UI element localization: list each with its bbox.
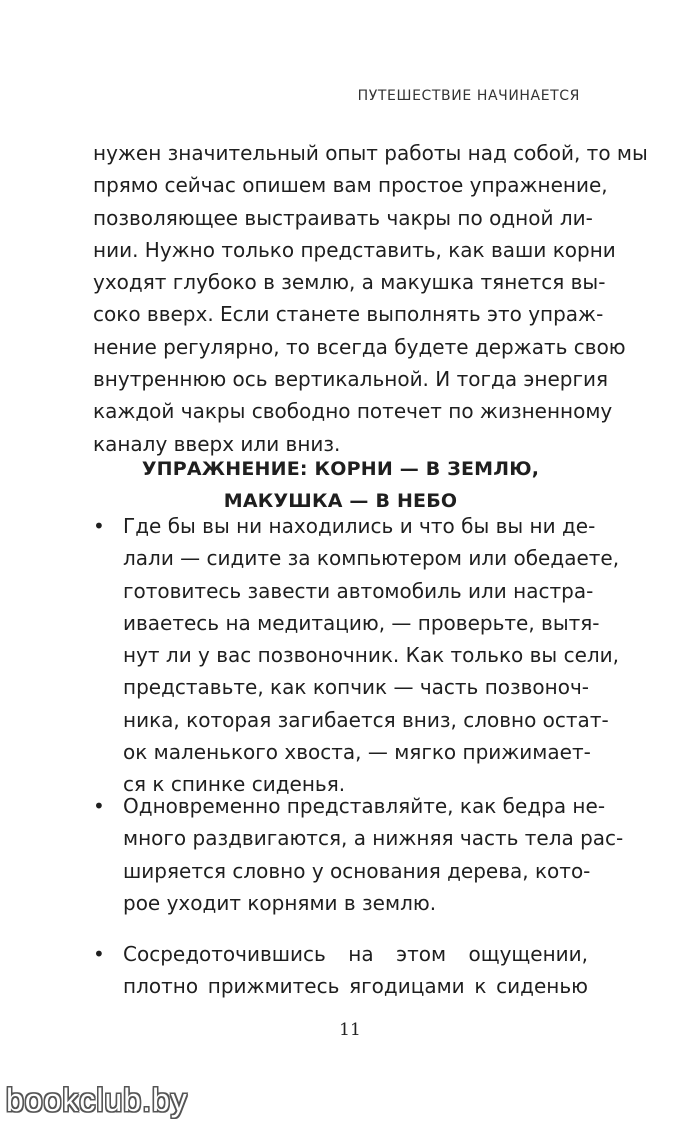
text-line: позволяющее выстраивать чакры по одной ли- — [93, 205, 593, 230]
text-line: нужен значительный опыт работы над собой, то мы — [93, 141, 648, 165]
bullet-text — [123, 938, 588, 1003]
bullet-text — [123, 510, 620, 801]
text-line: каналу вверх или вниз. — [93, 431, 341, 456]
watermark-logo: bookclub.by — [6, 1082, 188, 1118]
text-line: Где бы вы ни находились и что бы вы ни де- — [123, 514, 596, 538]
text-line: ся к спинке сиденья. — [123, 772, 346, 797]
text-line: каждой чакры свободно потечет по жизненному — [93, 399, 613, 424]
running-header: ПУТЕШЕСТВИЕ НАЧИНАЕТСЯ — [357, 88, 580, 104]
text-line: нут ли у вас позвоночник. Как только вы сели, — [123, 643, 620, 668]
text-line: соко вверх. Если станете выполнять это упраж- — [93, 302, 604, 327]
text-line: представьте, как копчик — часть позвоноч- — [123, 675, 590, 700]
bullet-icon: • — [93, 942, 105, 966]
text-line: готовитесь завести автомобиль или настра- — [123, 578, 594, 603]
text-line: прямо сейчас опишем вам простое упражнение, — [93, 173, 608, 198]
text-line: нии. Нужно только представить, как ваши корни — [93, 237, 616, 262]
text-line: Сосредоточившись на этом ощущении, — [123, 942, 588, 966]
page-number: 11 — [339, 1020, 361, 1040]
intro-paragraph — [93, 137, 648, 460]
bullet-text — [123, 790, 624, 919]
section-heading — [93, 453, 588, 517]
text-line: лали — сидите за компьютером или обедаете, — [123, 546, 620, 571]
text-line: внутреннюю ось вертикальной. И тогда энергия — [93, 367, 609, 392]
text-line: рое уходит корнями в землю. — [123, 890, 437, 915]
text-line: нение регулярно, то всегда будете держать свою — [93, 334, 626, 359]
text-line: иваетесь на медитацию, — проверьте, вытя- — [123, 610, 600, 635]
section-heading-line: МАКУШКА — В НЕБО — [223, 490, 458, 512]
text-line: ника, которая загибается вниз, словно остат- — [123, 707, 609, 732]
text-line: Одновременно представляйте, как бедра не- — [123, 794, 606, 818]
bullet-icon: • — [93, 794, 105, 818]
text-line: уходят глубоко в землю, а макушка тянется вы- — [93, 270, 606, 295]
text-line: много раздвигаются, а нижняя часть тела рас- — [123, 826, 624, 851]
bullet-icon: • — [93, 514, 105, 538]
text-line: плотно прижмитесь ягодицами к сиденью — [123, 974, 588, 999]
section-heading-line: УПРАЖНЕНИЕ: КОРНИ — В ЗЕМЛЮ, — [141, 458, 540, 480]
text-line: ширяется словно у основания дерева, кото- — [123, 858, 591, 883]
text-line: ок маленького хвоста, — мягко прижимает- — [123, 740, 591, 765]
